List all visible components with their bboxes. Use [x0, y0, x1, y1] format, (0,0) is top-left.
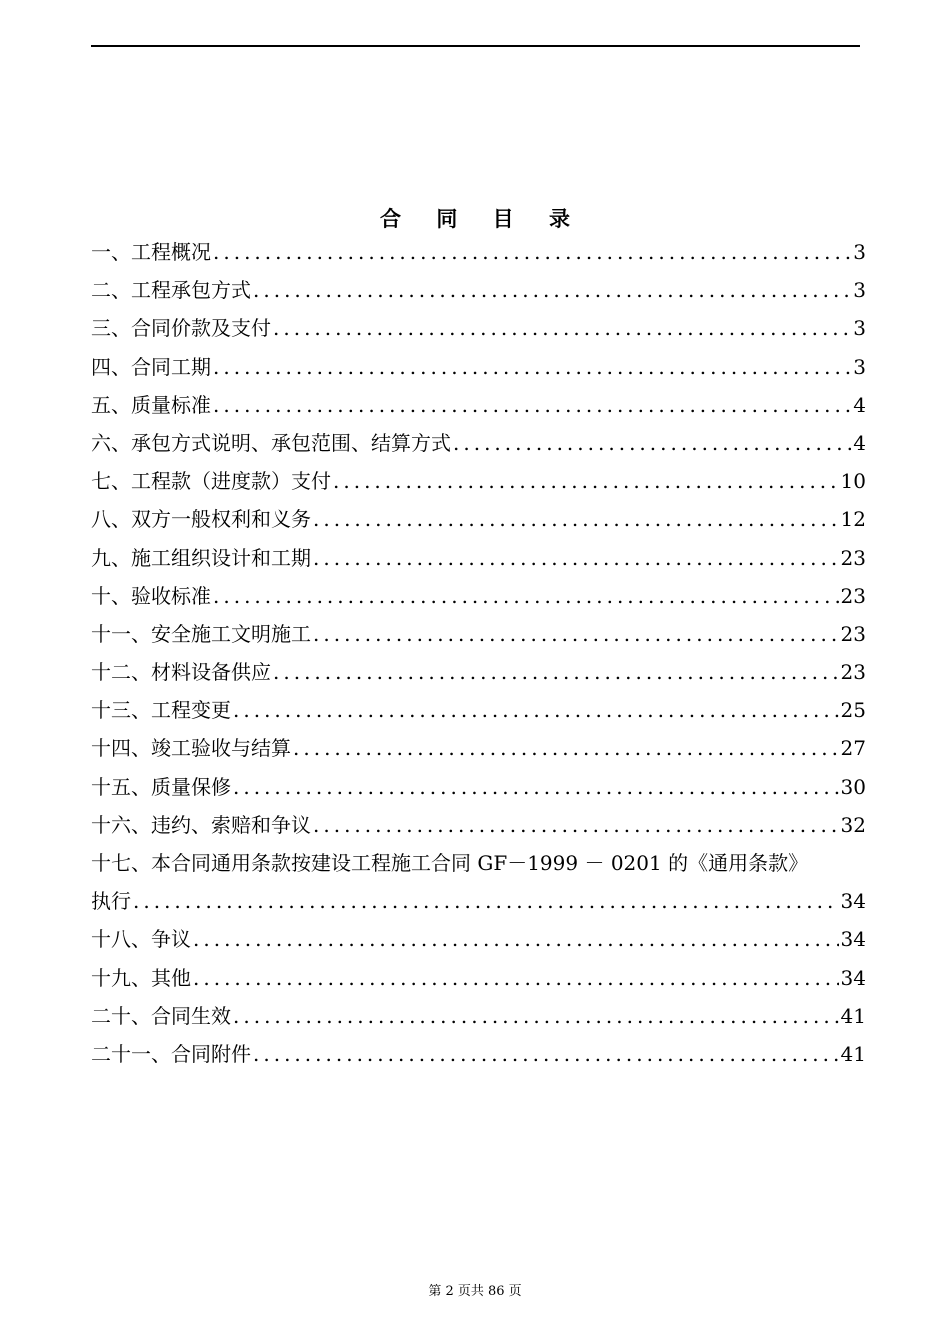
toc-leader-dots — [233, 691, 839, 729]
toc-leader-dots — [313, 806, 839, 844]
toc-item-page: 10 — [840, 469, 866, 494]
toc-item-label: 十六、违约、索赔和争议 — [91, 812, 311, 837]
toc-item[interactable] — [91, 653, 866, 691]
toc-item-page: 34 — [840, 927, 866, 952]
toc-item[interactable] — [91, 233, 866, 271]
toc-item-page: 3 — [853, 316, 866, 341]
toc-item-label: 十二、材料设备供应 — [91, 660, 271, 685]
toc-item-label: 十三、工程变更 — [91, 698, 231, 723]
toc-leader-dots — [273, 309, 851, 347]
toc-leader-dots — [313, 615, 839, 653]
toc-item[interactable] — [91, 920, 866, 958]
toc-item-label: 十八、争议 — [91, 927, 191, 952]
toc-leader-dots — [253, 1035, 839, 1073]
toc-leader-dots — [213, 348, 851, 386]
toc-item-page: 30 — [840, 774, 866, 799]
toc-item-label: 十四、竣工验收与结算 — [91, 736, 291, 761]
toc-item[interactable] — [91, 577, 866, 615]
toc-item-page: 4 — [853, 430, 866, 455]
toc-leader-dots — [273, 653, 839, 691]
toc-leader-dots — [333, 462, 839, 500]
toc-item-page: 3 — [853, 354, 866, 379]
toc-leader-dots — [313, 500, 839, 538]
toc-item-label: 一、工程概况 — [91, 240, 211, 264]
toc-leader-dots — [193, 959, 839, 997]
toc-leader-dots — [233, 997, 839, 1035]
toc-leader-dots — [453, 424, 851, 462]
toc-item-wrapped-line[interactable]: 十七、本合同通用条款按建设工程施工合同 GF－1999 － 0201 的《通用条款》 — [91, 851, 809, 875]
toc-item[interactable] — [91, 386, 866, 424]
toc-item-label: 七、工程款（进度款）支付 — [91, 469, 331, 494]
toc-item-page: 32 — [840, 812, 866, 837]
toc-item-page: 25 — [840, 698, 866, 723]
toc-item-page: 12 — [840, 507, 866, 532]
toc-leader-dots — [213, 386, 851, 424]
toc-item[interactable] — [91, 271, 866, 309]
toc-item-page: 4 — [853, 392, 866, 417]
toc-item-label: 二十、合同生效 — [91, 1003, 231, 1028]
toc-leader-dots — [233, 768, 839, 806]
toc-leader-dots — [133, 882, 839, 920]
toc-item-label: 八、双方一般权利和义务 — [91, 507, 311, 532]
toc-leader-dots — [193, 920, 839, 958]
toc-item[interactable] — [91, 539, 866, 577]
toc-item-label: 二十一、合同附件 — [91, 1041, 251, 1066]
toc-item-page: 3 — [853, 240, 866, 264]
toc-item-label: 十九、其他 — [91, 965, 191, 990]
toc-item-page: 27 — [840, 736, 866, 761]
toc-title: 合 同 目 录 — [380, 206, 584, 231]
toc-item-label: 六、承包方式说明、承包范围、结算方式 — [91, 430, 451, 455]
toc-item[interactable] — [91, 691, 866, 729]
toc-item[interactable] — [91, 462, 866, 500]
toc-item[interactable] — [91, 768, 866, 806]
toc-item-page: 23 — [840, 583, 866, 608]
toc-leader-dots — [213, 577, 839, 615]
toc-item-label: 十五、质量保修 — [91, 774, 231, 799]
toc-item[interactable] — [91, 959, 866, 997]
toc-item[interactable] — [91, 806, 866, 844]
header-rule — [91, 45, 860, 47]
toc-item-page: 23 — [840, 545, 866, 570]
toc-item-page: 23 — [840, 660, 866, 685]
toc-item[interactable] — [91, 1035, 866, 1073]
toc-item[interactable] — [91, 729, 866, 767]
toc-list — [91, 233, 866, 1073]
toc-item-label: 九、施工组织设计和工期 — [91, 545, 311, 570]
toc-item-label: 四、合同工期 — [91, 354, 211, 379]
toc-leader-dots — [293, 729, 839, 767]
toc-item-label: 执行 — [91, 889, 131, 914]
toc-item-label: 三、合同价款及支付 — [91, 316, 271, 341]
toc-item-page: 41 — [840, 1003, 866, 1028]
toc-item-page: 34 — [840, 965, 866, 990]
toc-item[interactable] — [91, 500, 866, 538]
toc-item-label: 五、质量标准 — [91, 392, 211, 417]
toc-item[interactable] — [91, 997, 866, 1035]
toc-leader-dots — [313, 539, 839, 577]
toc-item-label: 十、验收标准 — [91, 583, 211, 608]
toc-item[interactable] — [91, 882, 866, 920]
toc-item-page: 23 — [840, 621, 866, 646]
toc-leader-dots — [213, 233, 851, 271]
page-footer: 第 2 页共 86 页 — [428, 1284, 522, 1299]
toc-item-page: 34 — [840, 889, 866, 914]
toc-item-page: 3 — [853, 278, 866, 303]
toc-item-label: 十一、安全施工文明施工 — [91, 621, 311, 646]
toc-item[interactable] — [91, 615, 866, 653]
toc-item[interactable] — [91, 424, 866, 462]
toc-item[interactable] — [91, 348, 866, 386]
toc-item[interactable] — [91, 309, 866, 347]
toc-item-label: 二、工程承包方式 — [91, 278, 251, 303]
toc-leader-dots — [253, 271, 851, 309]
toc-item-page: 41 — [840, 1041, 866, 1066]
